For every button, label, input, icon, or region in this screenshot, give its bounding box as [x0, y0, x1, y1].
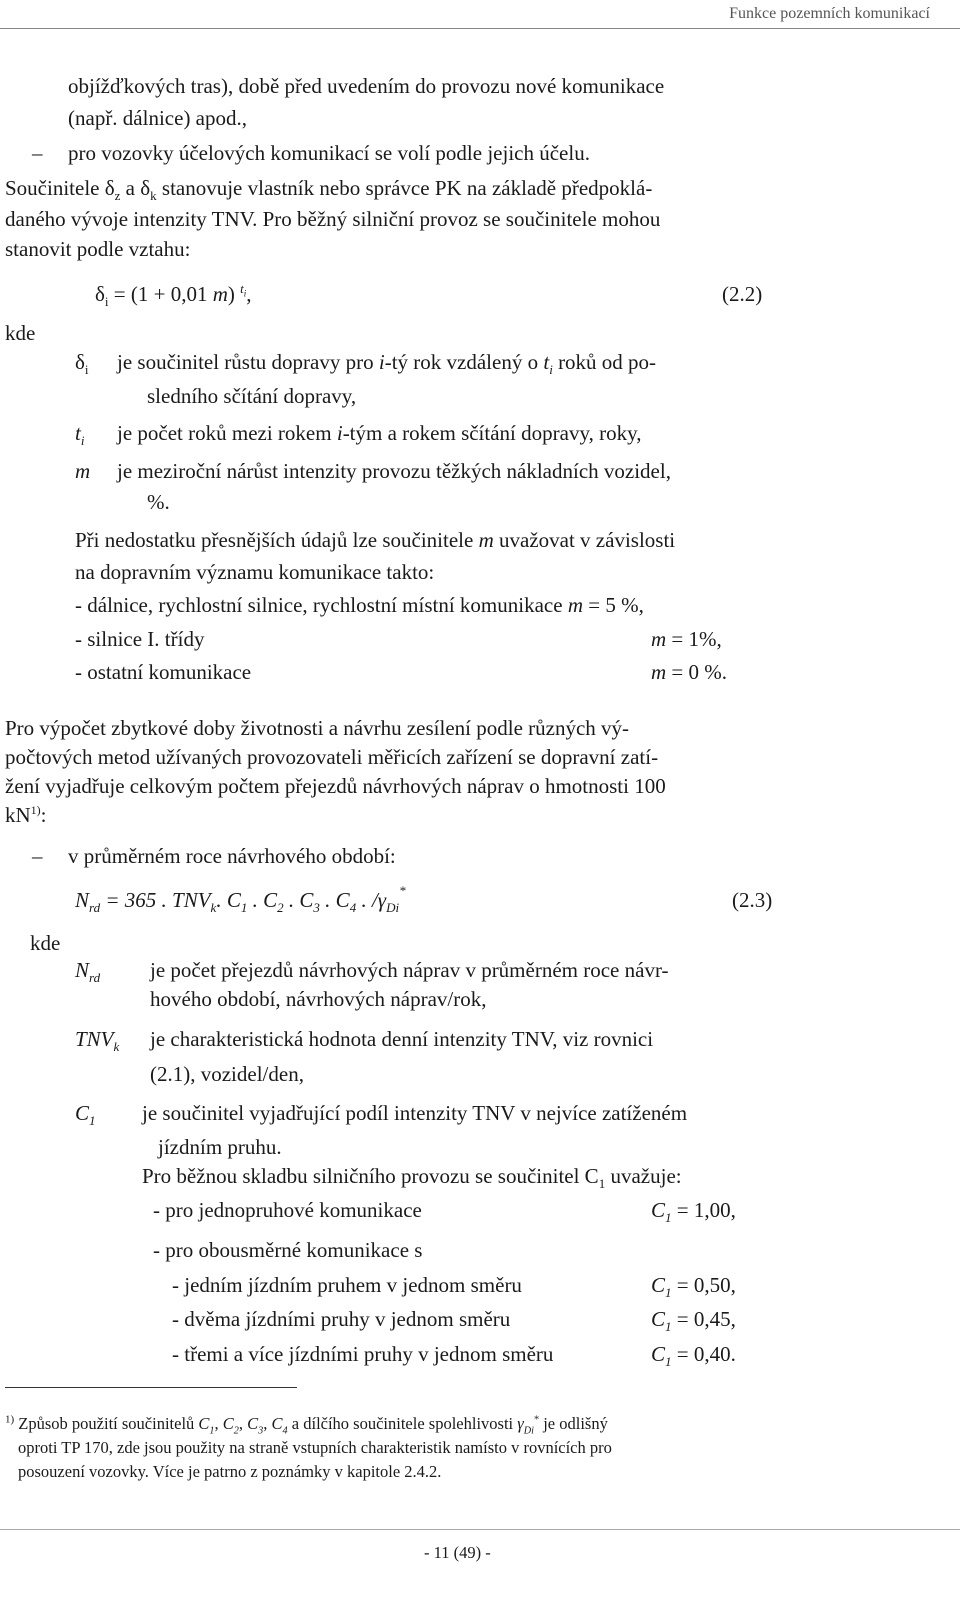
para2-line-2: na dopravním významu komunikace takto:	[75, 560, 435, 584]
para2-line-1: Při nedostatku přesnějších údajů lze součinitele m uvažovat v závislosti	[75, 528, 676, 552]
def-nrd-symbol: $N_{rd}$	[75, 958, 101, 986]
c1-item-4-value: $C_1 = 0,45$,	[651, 1307, 736, 1335]
def-delta-symbol: $\delta_i$	[75, 350, 89, 378]
para3-dash-item: v průměrném roce návrhového období:	[68, 844, 396, 868]
footer-rule	[0, 1529, 960, 1530]
m-item-3-label: - ostatní komunikace	[75, 660, 252, 684]
equation-2-2: $\delta_i = (1 + 0,01$ m) $^{t_i}$,	[95, 281, 252, 310]
intro-dash-item: pro vozovky účelových komunikací se volí podle jejich účelu.	[68, 141, 590, 165]
footnote-line-3: posouzení vozovky. Více je patrno z poznámky v kapitole 2.4.2.	[18, 1462, 442, 1481]
equation-2-3-number: (2.3)	[732, 888, 773, 912]
footnote-line-1: $^{1)}$ Způsob použití součinitelů $C_1$, $C_2$, $C_3$, $C_4$ a dílčího součinitele spolehlivosti $\gamma_{Di}^*$ je odlišný	[5, 1413, 608, 1437]
def-tnv-line-2: (2.1), vozidel/den,	[150, 1062, 304, 1086]
para1-line-1: Součinitele $\delta_z$ a $\delta_k$ stanovuje vlastník nebo správce PK na základě předpoklá-	[5, 176, 653, 204]
equation-2-2-number: (2.2)	[722, 282, 763, 306]
dash-bullet: –	[32, 844, 43, 868]
para3-line-1: Pro výpočet zbytkové doby životnosti a návrhu zesílení podle různých vý-	[5, 716, 630, 740]
def-nrd-line-2: hového období, návrhových náprav/rok,	[150, 987, 487, 1011]
def-tnv-line-1: je charakteristická hodnota denní intenzity TNV, viz rovnici	[150, 1027, 654, 1051]
c1-item-4-label: - dvěma jízdními pruhy v jednom směru	[172, 1307, 511, 1331]
def-m-line-2: %.	[147, 490, 170, 514]
c1-item-5-value: $C_1 = 0,40$.	[651, 1342, 736, 1370]
para1-line-3: stanovit podle vztahu:	[5, 237, 191, 261]
def-t-line: je počet roků mezi rokem i-tým a rokem sčítání dopravy, roky,	[117, 421, 642, 445]
def-delta-line-2: sledního sčítání dopravy,	[147, 384, 357, 408]
intro-line-2: (např. dálnice) apod.,	[68, 106, 248, 130]
def-c1-line-1: je součinitel vyjadřující podíl intenzity TNV v nejvíce zatíženém	[142, 1101, 688, 1125]
footnote-line-2: oproti TP 170, zde jsou použity na straně vstupních charakteristik namísto v rovnících pro	[18, 1438, 612, 1457]
equation-2-3: $N_{rd} = 365$ . $TNV_k$. $C_1$ . $C_2$ . $C_3$ . $C_4$ . $/\gamma_{Di}^*$	[75, 883, 406, 916]
m-item-2-label: - silnice I. třídy	[75, 627, 205, 651]
running-header: Funkce pozemních komunikací	[729, 5, 930, 22]
m-item-1: - dálnice, rychlostní silnice, rychlostní místní komunikace m = 5 %,	[75, 593, 644, 617]
dash-bullet: –	[32, 141, 43, 165]
m-item-2-value: m = 1%,	[651, 627, 722, 651]
def-tnv-symbol: $TNV_k$	[75, 1027, 120, 1055]
para3-line-3: žení vyjadřuje celkovým počtem přejezdů návrhových náprav o hmotnosti 100	[5, 774, 666, 798]
c1-item-2-label: - pro obousměrné komunikace s	[153, 1238, 423, 1262]
para3-line-2: počtových metod užívaných provozovateli měřicích zařízení se dopravní zatí-	[5, 745, 659, 769]
c1-item-1-value: $C_1 = 1,00$,	[651, 1198, 736, 1226]
c1-item-1-label: - pro jednopruhové komunikace	[153, 1198, 422, 1222]
kde-label-1: kde	[5, 321, 36, 345]
def-m-symbol: m	[75, 459, 91, 483]
m-item-3-value: m = 0 %.	[651, 660, 728, 684]
para1-line-2: daného vývoje intenzity TNV. Pro běžný silniční provoz se součinitele mohou	[5, 207, 661, 231]
def-m-line-1: je meziroční nárůst intenzity provozu těžkých nákladních vozidel,	[117, 459, 671, 483]
c1-item-3-value: $C_1 = 0,50$,	[651, 1273, 736, 1301]
def-c1-line-2: jízdním pruhu.	[158, 1135, 282, 1159]
kde-label-2: kde	[30, 931, 61, 955]
def-c1-symbol: $C_1$	[75, 1101, 96, 1129]
c1-item-3-label: - jedním jízdním pruhem v jednom směru	[172, 1273, 522, 1297]
footnote-rule	[5, 1387, 297, 1388]
def-delta-line-1: je součinitel růstu dopravy pro i-tý rok vzdálený o $t_i$ roků od po-	[117, 350, 657, 378]
def-t-symbol: $t_i$	[75, 421, 85, 449]
page-number: - 11 (49) -	[424, 1543, 491, 1562]
para3-line-4: $kN^{1)}$:	[5, 803, 47, 827]
def-c1-line-3: Pro běžnou skladbu silničního provozu se součinitel $C_1$ uvažuje:	[142, 1164, 682, 1192]
def-nrd-line-1: je počet přejezdů návrhových náprav v průměrném roce návr-	[150, 958, 669, 982]
header-rule	[0, 28, 960, 29]
c1-item-5-label: - třemi a více jízdními pruhy v jednom směru	[172, 1342, 554, 1366]
intro-line-1: objížďkových tras), době před uvedením do provozu nové komunikace	[68, 74, 665, 98]
